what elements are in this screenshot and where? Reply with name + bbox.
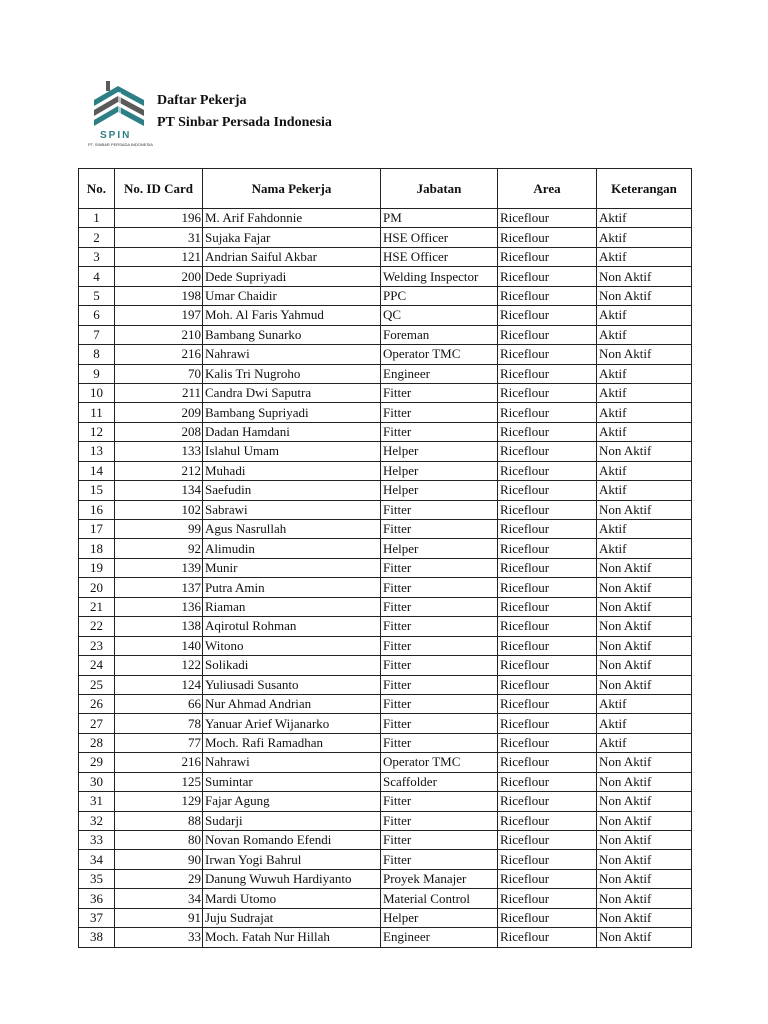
- cell-row-number: 8: [79, 345, 115, 364]
- cell-position: Fitter: [381, 383, 498, 402]
- cell-status: Aktif: [597, 247, 692, 266]
- cell-worker-name: Muhadi: [203, 461, 381, 480]
- cell-id-card: 216: [115, 345, 203, 364]
- cell-position: Fitter: [381, 558, 498, 577]
- cell-worker-name: Mardi Utomo: [203, 889, 381, 908]
- cell-status: Aktif: [597, 306, 692, 325]
- document-title: [157, 91, 332, 133]
- cell-row-number: 17: [79, 520, 115, 539]
- table-row: [79, 850, 692, 869]
- cell-worker-name: Dadan Hamdani: [203, 422, 381, 441]
- table-row: [79, 558, 692, 577]
- cell-row-number: 22: [79, 617, 115, 636]
- table-row: [79, 383, 692, 402]
- cell-status: Aktif: [597, 209, 692, 228]
- table-row: [79, 325, 692, 344]
- cell-id-card: 70: [115, 364, 203, 383]
- cell-worker-name: Bambang Supriyadi: [203, 403, 381, 422]
- cell-position: PPC: [381, 286, 498, 305]
- cell-status: Non Aktif: [597, 908, 692, 927]
- cell-status: Aktif: [597, 403, 692, 422]
- cell-worker-name: Andrian Saiful Akbar: [203, 247, 381, 266]
- cell-position: PM: [381, 209, 498, 228]
- cell-worker-name: Umar Chaidir: [203, 286, 381, 305]
- cell-status: Non Aktif: [597, 831, 692, 850]
- cell-worker-name: Islahul Umam: [203, 442, 381, 461]
- cell-position: Fitter: [381, 578, 498, 597]
- cell-worker-name: Bambang Sunarko: [203, 325, 381, 344]
- column-header-area: Area: [498, 169, 597, 209]
- table-row: [79, 811, 692, 830]
- column-header-id-card: No. ID Card: [115, 169, 203, 209]
- cell-position: Fitter: [381, 675, 498, 694]
- table-row: [79, 500, 692, 519]
- cell-worker-name: Aqirotul Rohman: [203, 617, 381, 636]
- table-row: [79, 714, 692, 733]
- cell-id-card: 200: [115, 267, 203, 286]
- cell-position: Fitter: [381, 831, 498, 850]
- cell-position: Fitter: [381, 694, 498, 713]
- cell-id-card: 121: [115, 247, 203, 266]
- cell-area: Riceflour: [498, 714, 597, 733]
- table-row: [79, 694, 692, 713]
- cell-area: Riceflour: [498, 792, 597, 811]
- table-row: [79, 656, 692, 675]
- table-body: [79, 209, 692, 948]
- cell-worker-name: Candra Dwi Saputra: [203, 383, 381, 402]
- table-row: [79, 597, 692, 616]
- cell-id-card: 77: [115, 733, 203, 752]
- cell-row-number: 15: [79, 481, 115, 500]
- cell-position: Proyek Manajer: [381, 869, 498, 888]
- table-row: [79, 908, 692, 927]
- cell-status: Aktif: [597, 325, 692, 344]
- cell-row-number: 30: [79, 772, 115, 791]
- cell-area: Riceflour: [498, 247, 597, 266]
- cell-id-card: 208: [115, 422, 203, 441]
- cell-area: Riceflour: [498, 597, 597, 616]
- cell-id-card: 91: [115, 908, 203, 927]
- cell-worker-name: Riaman: [203, 597, 381, 616]
- table-row: [79, 831, 692, 850]
- cell-id-card: 90: [115, 850, 203, 869]
- table-row: [79, 442, 692, 461]
- cell-status: Non Aktif: [597, 889, 692, 908]
- cell-row-number: 4: [79, 267, 115, 286]
- cell-row-number: 34: [79, 850, 115, 869]
- cell-status: Non Aktif: [597, 636, 692, 655]
- table-row: [79, 422, 692, 441]
- cell-area: Riceflour: [498, 928, 597, 947]
- cell-worker-name: Sujaka Fajar: [203, 228, 381, 247]
- cell-status: Aktif: [597, 520, 692, 539]
- table-row: [79, 869, 692, 888]
- cell-status: Non Aktif: [597, 286, 692, 305]
- cell-row-number: 11: [79, 403, 115, 422]
- cell-status: Non Aktif: [597, 578, 692, 597]
- cell-position: Operator TMC: [381, 345, 498, 364]
- cell-position: HSE Officer: [381, 247, 498, 266]
- cell-area: Riceflour: [498, 422, 597, 441]
- cell-status: Non Aktif: [597, 772, 692, 791]
- cell-area: Riceflour: [498, 209, 597, 228]
- cell-row-number: 7: [79, 325, 115, 344]
- cell-id-card: 78: [115, 714, 203, 733]
- cell-status: Non Aktif: [597, 345, 692, 364]
- cell-status: Non Aktif: [597, 928, 692, 947]
- cell-position: Fitter: [381, 422, 498, 441]
- cell-area: Riceflour: [498, 539, 597, 558]
- table-row: [79, 578, 692, 597]
- table-row: [79, 772, 692, 791]
- cell-area: Riceflour: [498, 675, 597, 694]
- cell-worker-name: Saefudin: [203, 481, 381, 500]
- cell-worker-name: Moch. Fatah Nur Hillah: [203, 928, 381, 947]
- cell-id-card: 80: [115, 831, 203, 850]
- cell-worker-name: Irwan Yogi Bahrul: [203, 850, 381, 869]
- cell-row-number: 28: [79, 733, 115, 752]
- cell-row-number: 27: [79, 714, 115, 733]
- cell-area: Riceflour: [498, 228, 597, 247]
- cell-area: Riceflour: [498, 345, 597, 364]
- cell-id-card: 33: [115, 928, 203, 947]
- cell-row-number: 16: [79, 500, 115, 519]
- cell-status: Non Aktif: [597, 558, 692, 577]
- cell-row-number: 1: [79, 209, 115, 228]
- cell-area: Riceflour: [498, 325, 597, 344]
- cell-area: Riceflour: [498, 753, 597, 772]
- cell-position: Helper: [381, 442, 498, 461]
- cell-id-card: 210: [115, 325, 203, 344]
- table-row: [79, 461, 692, 480]
- cell-row-number: 21: [79, 597, 115, 616]
- cell-row-number: 24: [79, 656, 115, 675]
- cell-status: Non Aktif: [597, 617, 692, 636]
- cell-row-number: 32: [79, 811, 115, 830]
- cell-area: Riceflour: [498, 403, 597, 422]
- cell-position: Engineer: [381, 928, 498, 947]
- cell-area: Riceflour: [498, 461, 597, 480]
- cell-area: Riceflour: [498, 558, 597, 577]
- cell-worker-name: Solikadi: [203, 656, 381, 675]
- cell-id-card: 129: [115, 792, 203, 811]
- cell-worker-name: Putra Amin: [203, 578, 381, 597]
- table-row: [79, 364, 692, 383]
- table-row: [79, 617, 692, 636]
- cell-status: Aktif: [597, 481, 692, 500]
- cell-worker-name: Kalis Tri Nugroho: [203, 364, 381, 383]
- cell-status: Aktif: [597, 228, 692, 247]
- cell-position: Fitter: [381, 636, 498, 655]
- cell-position: Fitter: [381, 403, 498, 422]
- cell-row-number: 6: [79, 306, 115, 325]
- cell-worker-name: Sumintar: [203, 772, 381, 791]
- table-row: [79, 345, 692, 364]
- table-row: [79, 636, 692, 655]
- cell-area: Riceflour: [498, 869, 597, 888]
- cell-status: Aktif: [597, 364, 692, 383]
- cell-id-card: 136: [115, 597, 203, 616]
- cell-row-number: 37: [79, 908, 115, 927]
- cell-area: Riceflour: [498, 481, 597, 500]
- cell-status: Aktif: [597, 461, 692, 480]
- cell-row-number: 13: [79, 442, 115, 461]
- cell-worker-name: Sudarji: [203, 811, 381, 830]
- cell-worker-name: Witono: [203, 636, 381, 655]
- cell-id-card: 198: [115, 286, 203, 305]
- cell-id-card: 216: [115, 753, 203, 772]
- cell-position: Helper: [381, 481, 498, 500]
- table-row: [79, 753, 692, 772]
- cell-area: Riceflour: [498, 889, 597, 908]
- cell-worker-name: Moch. Rafi Ramadhan: [203, 733, 381, 752]
- cell-id-card: 139: [115, 558, 203, 577]
- cell-row-number: 10: [79, 383, 115, 402]
- cell-status: Non Aktif: [597, 442, 692, 461]
- cell-position: Operator TMC: [381, 753, 498, 772]
- cell-position: Helper: [381, 461, 498, 480]
- cell-id-card: 212: [115, 461, 203, 480]
- table-row: [79, 481, 692, 500]
- cell-position: Material Control: [381, 889, 498, 908]
- cell-id-card: 102: [115, 500, 203, 519]
- column-header-status: Keterangan: [597, 169, 692, 209]
- cell-worker-name: Yuliusadi Susanto: [203, 675, 381, 694]
- cell-id-card: 31: [115, 228, 203, 247]
- cell-row-number: 38: [79, 928, 115, 947]
- cell-id-card: 133: [115, 442, 203, 461]
- cell-area: Riceflour: [498, 656, 597, 675]
- cell-status: Non Aktif: [597, 597, 692, 616]
- cell-area: Riceflour: [498, 850, 597, 869]
- cell-position: Helper: [381, 539, 498, 558]
- cell-id-card: 209: [115, 403, 203, 422]
- cell-worker-name: Moh. Al Faris Yahmud: [203, 306, 381, 325]
- logo-subtext: PT. SINBAR PERSADA INDONESIA: [88, 142, 153, 147]
- cell-status: Aktif: [597, 733, 692, 752]
- logo-wordmark: SPIN: [100, 130, 132, 141]
- cell-position: Fitter: [381, 500, 498, 519]
- cell-row-number: 33: [79, 831, 115, 850]
- table-row: [79, 286, 692, 305]
- cell-area: Riceflour: [498, 364, 597, 383]
- cell-id-card: 34: [115, 889, 203, 908]
- cell-row-number: 23: [79, 636, 115, 655]
- cell-row-number: 19: [79, 558, 115, 577]
- cell-row-number: 25: [79, 675, 115, 694]
- cell-position: Foreman: [381, 325, 498, 344]
- cell-area: Riceflour: [498, 908, 597, 927]
- cell-id-card: 140: [115, 636, 203, 655]
- table-row: [79, 247, 692, 266]
- cell-id-card: 99: [115, 520, 203, 539]
- table-row: [79, 928, 692, 947]
- cell-position: Fitter: [381, 597, 498, 616]
- cell-worker-name: Danung Wuwuh Hardiyanto: [203, 869, 381, 888]
- cell-area: Riceflour: [498, 694, 597, 713]
- cell-area: Riceflour: [498, 811, 597, 830]
- cell-position: Fitter: [381, 714, 498, 733]
- cell-area: Riceflour: [498, 617, 597, 636]
- cell-id-card: 211: [115, 383, 203, 402]
- cell-status: Non Aktif: [597, 753, 692, 772]
- table-header-row: [79, 169, 692, 209]
- cell-position: Fitter: [381, 811, 498, 830]
- cell-id-card: 138: [115, 617, 203, 636]
- cell-status: Non Aktif: [597, 656, 692, 675]
- cell-worker-name: Novan Romando Efendi: [203, 831, 381, 850]
- cell-row-number: 2: [79, 228, 115, 247]
- cell-id-card: 88: [115, 811, 203, 830]
- cell-id-card: 197: [115, 306, 203, 325]
- cell-status: Non Aktif: [597, 869, 692, 888]
- cell-worker-name: Dede Supriyadi: [203, 267, 381, 286]
- cell-status: Non Aktif: [597, 792, 692, 811]
- cell-worker-name: Juju Sudrajat: [203, 908, 381, 927]
- cell-worker-name: Munir: [203, 558, 381, 577]
- cell-row-number: 5: [79, 286, 115, 305]
- cell-status: Aktif: [597, 539, 692, 558]
- cell-position: Fitter: [381, 520, 498, 539]
- cell-position: QC: [381, 306, 498, 325]
- column-header-position: Jabatan: [381, 169, 498, 209]
- title-line-1: Daftar Pekerja: [157, 93, 247, 108]
- cell-position: Engineer: [381, 364, 498, 383]
- cell-status: Non Aktif: [597, 500, 692, 519]
- cell-id-card: 134: [115, 481, 203, 500]
- cell-id-card: 124: [115, 675, 203, 694]
- cell-row-number: 12: [79, 422, 115, 441]
- cell-position: Helper: [381, 908, 498, 927]
- cell-worker-name: Alimudin: [203, 539, 381, 558]
- cell-row-number: 26: [79, 694, 115, 713]
- cell-area: Riceflour: [498, 383, 597, 402]
- cell-area: Riceflour: [498, 500, 597, 519]
- cell-status: Non Aktif: [597, 267, 692, 286]
- cell-area: Riceflour: [498, 636, 597, 655]
- cell-position: Fitter: [381, 792, 498, 811]
- table-row: [79, 228, 692, 247]
- cell-area: Riceflour: [498, 267, 597, 286]
- cell-area: Riceflour: [498, 772, 597, 791]
- cell-position: Welding Inspector: [381, 267, 498, 286]
- cell-id-card: 137: [115, 578, 203, 597]
- cell-id-card: 122: [115, 656, 203, 675]
- cell-status: Aktif: [597, 422, 692, 441]
- cell-position: Fitter: [381, 850, 498, 869]
- table-row: [79, 675, 692, 694]
- cell-worker-name: Fajar Agung: [203, 792, 381, 811]
- cell-area: Riceflour: [498, 578, 597, 597]
- cell-status: Non Aktif: [597, 675, 692, 694]
- cell-worker-name: M. Arif Fahdonnie: [203, 209, 381, 228]
- cell-row-number: 31: [79, 792, 115, 811]
- cell-worker-name: Nur Ahmad Andrian: [203, 694, 381, 713]
- cell-area: Riceflour: [498, 442, 597, 461]
- cell-id-card: 29: [115, 869, 203, 888]
- cell-status: Aktif: [597, 694, 692, 713]
- cell-position: Fitter: [381, 656, 498, 675]
- column-header-no: No.: [79, 169, 115, 209]
- worker-table: [78, 168, 692, 948]
- cell-position: Fitter: [381, 617, 498, 636]
- cell-worker-name: Agus Nasrullah: [203, 520, 381, 539]
- cell-worker-name: Nahrawi: [203, 345, 381, 364]
- title-line-2: PT Sinbar Persada Indonesia: [157, 115, 332, 130]
- cell-position: Scaffolder: [381, 772, 498, 791]
- cell-status: Aktif: [597, 383, 692, 402]
- cell-row-number: 3: [79, 247, 115, 266]
- table-row: [79, 889, 692, 908]
- cell-id-card: 92: [115, 539, 203, 558]
- cell-status: Non Aktif: [597, 811, 692, 830]
- cell-row-number: 18: [79, 539, 115, 558]
- cell-id-card: 196: [115, 209, 203, 228]
- cell-area: Riceflour: [498, 520, 597, 539]
- cell-area: Riceflour: [498, 831, 597, 850]
- cell-worker-name: Nahrawi: [203, 753, 381, 772]
- column-header-name: Nama Pekerja: [203, 169, 381, 209]
- cell-area: Riceflour: [498, 306, 597, 325]
- table-row: [79, 520, 692, 539]
- cell-row-number: 14: [79, 461, 115, 480]
- table-row: [79, 403, 692, 422]
- table-row: [79, 539, 692, 558]
- cell-status: Non Aktif: [597, 850, 692, 869]
- cell-row-number: 36: [79, 889, 115, 908]
- cell-row-number: 20: [79, 578, 115, 597]
- table-row: [79, 733, 692, 752]
- table-row: [79, 267, 692, 286]
- cell-position: Fitter: [381, 733, 498, 752]
- table-row: [79, 792, 692, 811]
- cell-id-card: 125: [115, 772, 203, 791]
- cell-area: Riceflour: [498, 733, 597, 752]
- cell-worker-name: Sabrawi: [203, 500, 381, 519]
- table-row: [79, 209, 692, 228]
- cell-status: Aktif: [597, 714, 692, 733]
- table-row: [79, 306, 692, 325]
- cell-position: HSE Officer: [381, 228, 498, 247]
- cell-id-card: 66: [115, 694, 203, 713]
- cell-row-number: 29: [79, 753, 115, 772]
- cell-row-number: 35: [79, 869, 115, 888]
- cell-area: Riceflour: [498, 286, 597, 305]
- cell-worker-name: Yanuar Arief Wijanarko: [203, 714, 381, 733]
- cell-row-number: 9: [79, 364, 115, 383]
